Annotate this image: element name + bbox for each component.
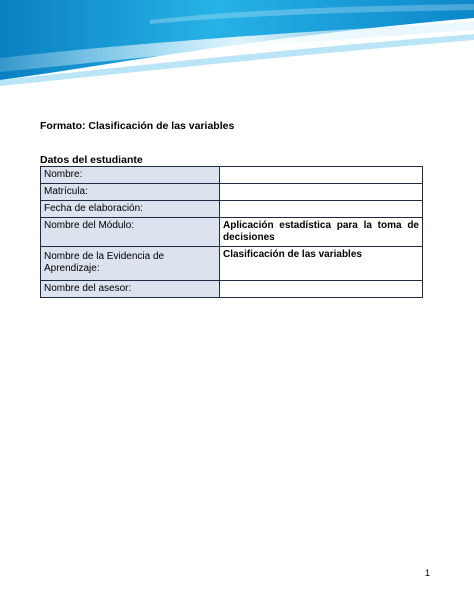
row-label-asesor: Nombre del asesor:	[41, 281, 220, 298]
student-data-table	[40, 166, 423, 298]
row-label-nombre: Nombre:	[41, 167, 220, 184]
row-value-nombre[interactable]	[220, 167, 423, 184]
row-label-fecha: Fecha de elaboración:	[41, 201, 220, 218]
row-value-modulo: Aplicación estadística para la toma de decisiones	[220, 218, 423, 247]
table-row	[41, 218, 423, 247]
page-number: 1	[425, 568, 431, 578]
document-title: Formato: Clasificación de las variables	[40, 120, 235, 132]
row-value-asesor[interactable]	[220, 281, 423, 298]
header-banner	[0, 0, 474, 90]
table-row	[41, 167, 423, 184]
row-label-matricula: Matrícula:	[41, 184, 220, 201]
row-value-evidencia: Clasificación de las variables	[220, 247, 423, 281]
table-row	[41, 184, 423, 201]
row-value-fecha[interactable]	[220, 201, 423, 218]
row-label-modulo: Nombre del Módulo:	[41, 218, 220, 247]
row-value-matricula[interactable]	[220, 184, 423, 201]
row-label-evidencia: Nombre de la Evidencia de Aprendizaje:	[41, 247, 220, 281]
table-row	[41, 281, 423, 298]
table-row	[41, 201, 423, 218]
table-row	[41, 247, 423, 281]
section-title: Datos del estudiante	[40, 154, 143, 166]
